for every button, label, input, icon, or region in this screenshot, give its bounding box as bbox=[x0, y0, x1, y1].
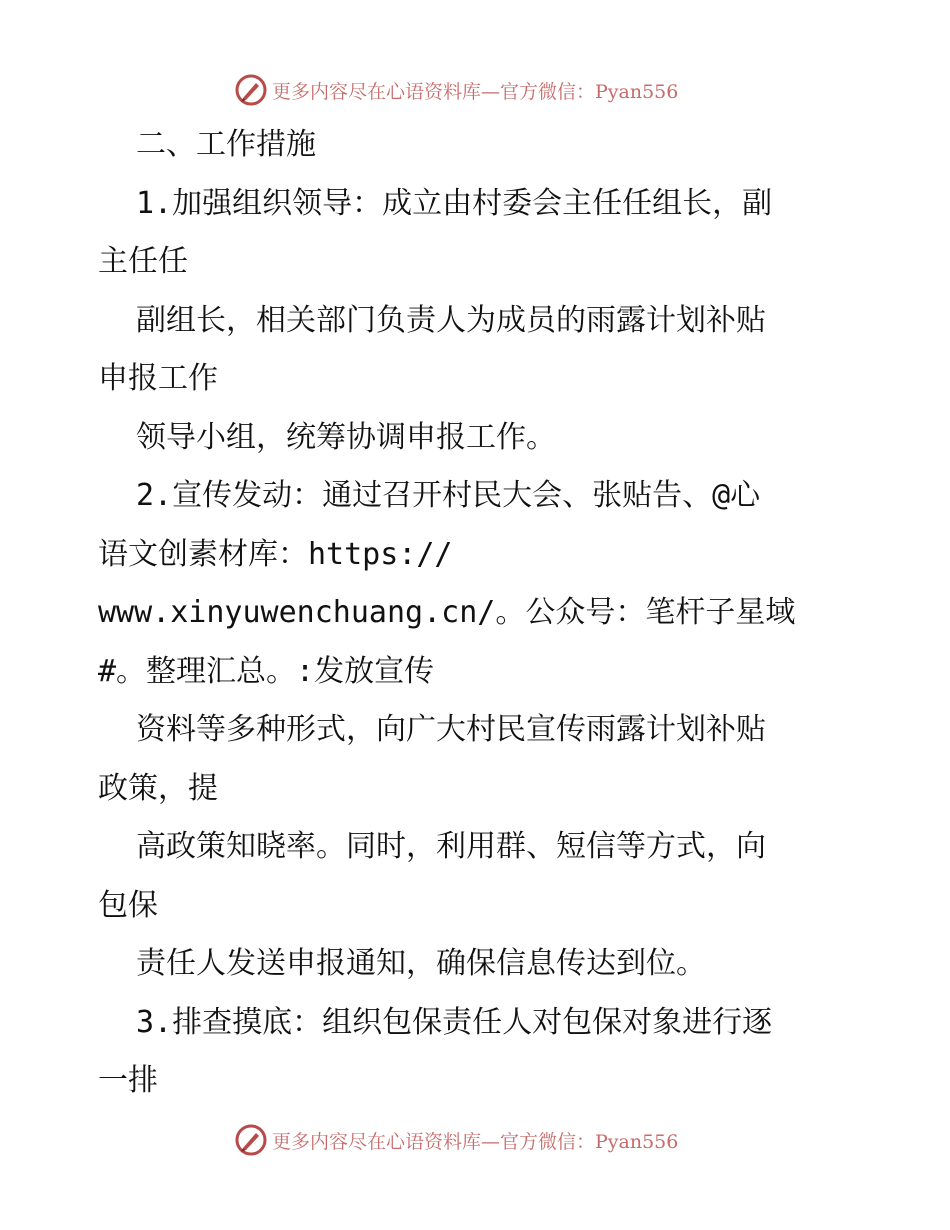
header-text: 更多内容尽在心语资料库—官方微信：Pyan556 bbox=[272, 80, 679, 103]
paragraph-line: 资料等多种形式，向广大村民宣传雨露计划补贴 bbox=[136, 712, 766, 747]
pen-nib-circle-icon bbox=[234, 73, 268, 107]
paragraph-line: 领导小组，统筹协调申报工作。 bbox=[136, 419, 556, 455]
paragraph-line: 1.加强组织领导：成立由村委会主任任组长，副 bbox=[136, 185, 773, 221]
footer-text: 更多内容尽在心语资料库—官方微信：Pyan556 bbox=[272, 1130, 679, 1153]
section-heading: 二、工作措施 bbox=[136, 127, 316, 162]
pen-nib-circle-icon bbox=[234, 1123, 268, 1157]
paragraph-line: 语文创素材库：https:// bbox=[98, 536, 453, 572]
paragraph-line: 主任任 bbox=[98, 244, 188, 279]
header-banner bbox=[234, 72, 678, 108]
paragraph-line: 申报工作 bbox=[98, 361, 218, 396]
paragraph-line: 包保 bbox=[98, 887, 158, 923]
paragraph-line: 副组长，相关部门负责人为成员的雨露计划补贴 bbox=[136, 302, 766, 338]
paragraph-line: 2.宣传发动：通过召开村民大会、张贴告、@心 bbox=[136, 478, 761, 513]
paragraph-line: 3.排查摸底：组织包保责任人对包保对象进行逐 bbox=[136, 1004, 773, 1040]
paragraph-line: 政策，提 bbox=[98, 770, 218, 806]
paragraph-line: #。整理汇总。:发放宣传 bbox=[98, 653, 435, 689]
paragraph-line: 高政策知晓率。同时，利用群、短信等方式，向 bbox=[136, 829, 766, 864]
document-body bbox=[98, 116, 858, 1111]
paragraph-line: 一排 bbox=[98, 1063, 158, 1098]
footer-banner bbox=[234, 1122, 678, 1158]
paragraph-line: 责任人发送申报通知，确保信息传达到位。 bbox=[136, 946, 706, 981]
paragraph-line: www.xinyuwenchuang.cn/。公众号：笔杆子星域 bbox=[98, 595, 796, 630]
